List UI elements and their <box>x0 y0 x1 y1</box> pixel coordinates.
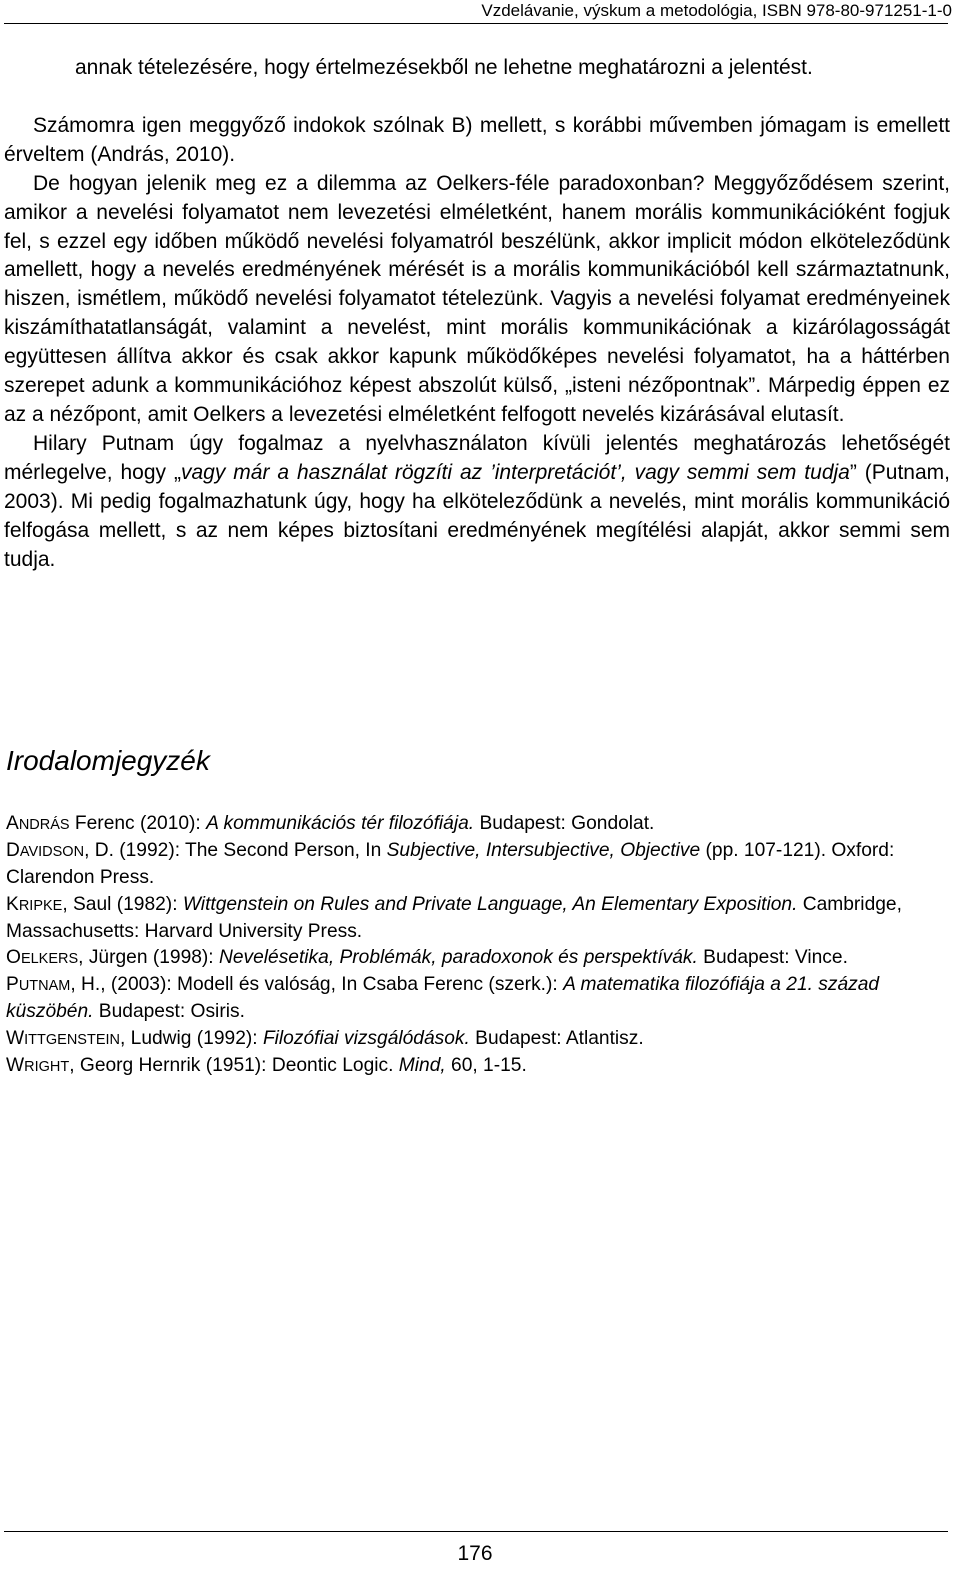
reference-publisher: (pp. 107-121). Oxford: Clarendon Press. <box>6 840 895 889</box>
reference-list <box>6 811 946 1080</box>
reference-details: Ferenc (2010): <box>69 813 207 834</box>
running-header: Vzdelávanie, výskum a metodológia, ISBN 978-80-971251-1-0 <box>481 1 952 20</box>
paragraph-4 <box>4 430 950 575</box>
reference-author-rest: UTNAM <box>18 978 71 995</box>
reference-author-rest: RIGHT <box>24 1058 70 1075</box>
reference-author-rest: ITTGENSTEIN <box>24 1031 120 1048</box>
reference-publisher: Budapest: Atlantisz. <box>469 1027 644 1049</box>
reference-author-rest: NDRÁS <box>18 817 70 833</box>
paragraph-1: annak tételezésére, hogy értelmezésekből ne lehetne meghatározni a jelentést. <box>75 56 813 79</box>
reference-author-initial: A <box>6 813 19 834</box>
reference-title: Wittgenstein on Rules and Private Language, An Elementary Exposition. <box>182 893 798 915</box>
footer-rule <box>4 1531 948 1532</box>
reference-item <box>6 1026 946 1053</box>
reference-title: Mind, <box>398 1054 446 1076</box>
body-text <box>4 54 950 574</box>
reference-details: , Ludwig (1992): <box>120 1027 263 1049</box>
reference-author-initial: O <box>6 947 21 969</box>
reference-publisher: Budapest: Vince. <box>697 947 848 969</box>
reference-publisher: Budapest: Gondolat. <box>474 813 655 834</box>
reference-details: , Georg Hernrik (1951): Deontic Logic. <box>69 1054 399 1076</box>
reference-author-initial: W <box>6 1027 25 1049</box>
reference-item <box>6 811 946 838</box>
reference-details: , H., (2003): Modell és valóság, In Csaba Ferenc (szerk.): <box>70 974 564 996</box>
reference-item <box>6 945 946 972</box>
putnam-quote: vagy már a használat rögzíti az ’interpretációt’, vagy semmi sem tudja <box>180 460 850 484</box>
reference-publisher: 60, 1-15. <box>445 1054 527 1076</box>
reference-publisher: Budapest: Osiris. <box>93 1001 245 1023</box>
reference-item <box>6 972 946 1025</box>
paragraph-4-part-a: Hilary Putnam úgy fogalmaz a nyelvhasználaton kívüli jelentés meghatározás lehetőségét mérlegelve, hogy „ <box>4 431 950 484</box>
header-rule <box>4 23 948 24</box>
reference-item <box>6 838 946 891</box>
reference-publisher: Cambridge, Massachusetts: Harvard University Press. <box>6 893 902 942</box>
reference-details: , Saul (1982): <box>62 893 183 915</box>
reference-author-initial: D <box>6 840 20 862</box>
reference-item <box>6 892 946 945</box>
paragraph-4-part-b: ” (Putnam, 2003). Mi pedig fogalmazhatunk úgy, hogy ha elköteleződünk a nevelés, mint morális kommunikáció felfogása mellett, s az nem képes biztosítani eredményének megítélési alapját, akkor semmi sem tudja. <box>4 460 950 571</box>
page-number: 176 <box>457 1542 493 1565</box>
reference-title: Subjective, Intersubjective, Objective <box>386 840 701 862</box>
references-heading: Irodalomjegyzék <box>6 745 210 776</box>
reference-title: Filozófiai vizsgálódások. <box>262 1027 470 1049</box>
reference-author-rest: ELKERS <box>20 951 79 968</box>
reference-details: , D. (1992): The Second Person, In <box>84 840 387 862</box>
reference-author-rest: RIPKE <box>18 897 63 914</box>
reference-item <box>6 1053 946 1080</box>
reference-title: A kommunikációs tér filozófiája. <box>206 813 475 834</box>
paragraph-3: De hogyan jelenik meg ez a dilemma az Oelkers-féle paradoxonban? Meggyőződésem szerint, amikor a nevelési folyamatot nem levezetési elméletként, hanem morális kommunikációként fogjuk fel, s ezzel egy időben működő nevelési folyamatról beszélünk, akkor implicit módon elköteleződünk amellett, hogy a nevelés eredményének mérését is a morális kommunikációból kell származtatnunk, hiszen, ismétlem, működő nevelési folyamatot tételezünk. Vagyis a nevelési folyamat eredményeinek kiszámíthatatlanságát, valamint a nevelést, mint morális kommunikációnak a kizárólagosságát együttesen állítva akkor és csak akkor kapunk működőképes nevelési folyamatot, ha a háttérben szerepet adunk a kommunikációhoz képest abszolút külső, „isteni nézőpontnak”. Márpedig éppen ez az a nézőpont, amit Oelkers a levezetési elméletként felfogott nevelés kizárásával elutasít. <box>4 171 950 426</box>
reference-details: , Jürgen (1998): <box>78 947 219 969</box>
reference-title: A matematika filozófiája a 21. század küszöbén. <box>6 974 880 1023</box>
reference-author-initial: K <box>6 893 19 915</box>
reference-author-initial: P <box>6 974 19 996</box>
reference-title: Nevelésetika, Problémák, paradoxonok és perspektívák. <box>218 947 698 969</box>
reference-author-initial: W <box>6 1054 25 1076</box>
paragraph-2: Számomra igen meggyőző indokok szólnak B) mellett, s korábbi művemben jómagam is emellett érveltem (András, 2010). <box>4 113 950 166</box>
reference-author-rest: AVIDSON <box>19 844 85 861</box>
